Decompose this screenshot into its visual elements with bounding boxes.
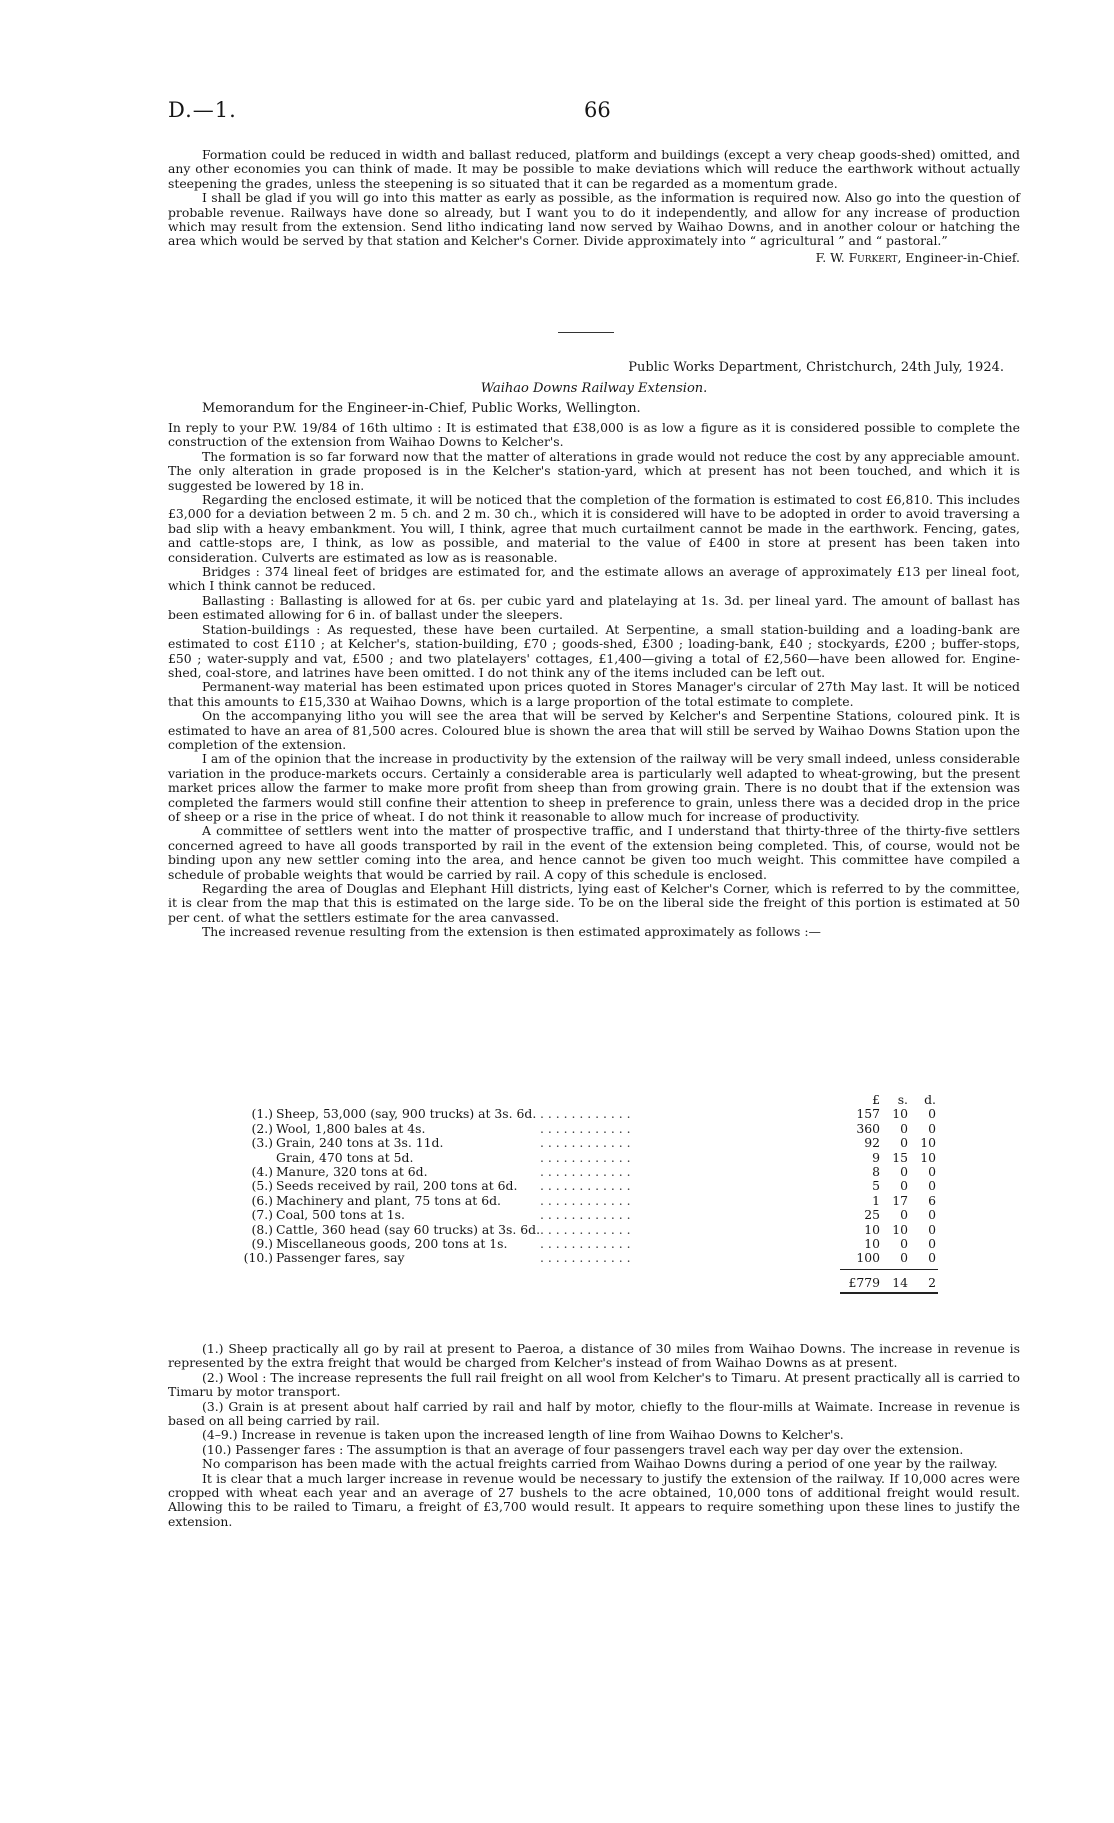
note-paragraph: (4–9.) Increase in revenue is taken upon the increased length of line from Waihao Downs to Kelcher's. (202, 1427, 844, 1443)
document-reference: D.—1. (168, 98, 237, 122)
note-paragraph: (10.) Passenger fares : The assumption is that an average of four passengers travel each way per day over the extension. (202, 1441, 964, 1457)
total-double-rule (840, 1292, 938, 1294)
row-leader-dots: . . . . . . . . . . . . (540, 1120, 631, 1136)
row-pounds: 10 (864, 1221, 880, 1237)
row-number: (5.) (251, 1178, 273, 1194)
row-description: Sheep, 53,000 (say, 900 trucks) at 3s. 6d. (276, 1106, 537, 1122)
row-shillings: 0 (900, 1163, 908, 1179)
revenue-table (240, 1092, 960, 1295)
memo-paragraph: Regarding the enclosed estimate, it will be noticed that the completion of the formation is estimated to cost £6,810. This includes £3,000 for a deviation between 2 m. 5 ch. and 2 m. 30 ch., which it is considered will have to be adopted in order to avoid traversing a bad slip with a heavy embankment. You will, I think, agree that much curtailment cannot be made in the earthwork. Fencing, gates, and cattle-stops are, I think, as low as possible, and material to the value of £400 in store at present has been taken into consideration. Culverts are estimated as low as is reasonable. (168, 492, 1020, 565)
row-number: (9.) (251, 1235, 273, 1251)
memo-paragraph: Ballasting : Ballasting is allowed for at 6s. per cubic yard and platelaying at 1s. 3d. per lineal yard. The amount of ballast has been estimated allowing for 6 in. of ballast under the sleepers. (168, 592, 1020, 623)
row-description: Manure, 320 tons at 6d. (276, 1163, 428, 1179)
letter-paragraph: Formation could be reduced in width and ballast reduced, platform and buildings (except a very cheap goods-shed) omitted, and any other economies you can think of made. It may be possible to make deviations which will reduce the earthwork without actually steepening the grades, unless the steepening is so situated that it can be regarded as a momentum grade. (168, 147, 1020, 191)
note-paragraph: No comparison has been made with the actual freights carried from Waihao Downs during a period of one year by the railway. (202, 1456, 998, 1472)
row-leader-dots: . . . . . . . . . . . . (540, 1207, 631, 1223)
memo-body (168, 421, 1020, 940)
memo-addressee: Memorandum for the Engineer-in-Chief, Public Works, Wellington. (202, 401, 641, 416)
total-rule (840, 1269, 938, 1270)
total-pence: 2 (928, 1274, 936, 1290)
table-row (240, 1250, 960, 1264)
table-notes (168, 1342, 1020, 1529)
memo-paragraph: Regarding the area of Douglas and Elephant Hill districts, lying east of Kelcher's Corner, which is referred to by the committee, it is clear from the map that this is estimated on the large side. To be on the liberal side the freight of this portion is estimated at 50 per cent. of what the settlers estimate for the area canvassed. (168, 881, 1020, 925)
table-total-row (240, 1275, 960, 1289)
row-pounds: 5 (872, 1178, 880, 1194)
page-number: 66 (584, 98, 611, 122)
table-row (240, 1222, 960, 1236)
table-row (240, 1193, 960, 1207)
row-pence: 0 (928, 1163, 936, 1179)
row-number: (3.) (251, 1135, 273, 1151)
row-pounds: 25 (864, 1207, 880, 1223)
memo-paragraph: Bridges : 374 lineal feet of bridges are estimated for, and the estimate allows an average of approximately £13 per lineal foot, which I think cannot be reduced. (168, 564, 1020, 594)
row-leader-dots: . . . . . . . . . . . . (540, 1163, 631, 1179)
row-pounds: 100 (856, 1250, 880, 1266)
memo-paragraph: In reply to your P.W. 19/84 of 16th ultimo : It is estimated that £38,000 is as low a figure as it is considered possible to complete the construction of the extension from Waihao Downs to Kelcher's. (168, 420, 1020, 450)
table-header-row (240, 1092, 960, 1106)
pence-header: d. (924, 1092, 936, 1107)
row-shillings: 10 (892, 1106, 908, 1122)
memo-paragraph: The formation is so far forward now that the matter of alterations in grade would not reduce the cost by any appreciable amount. The only alteration in grade proposed is in the Kelcher's station-yard, which at present has not been touched, and which it is suggested be lowered by 18 in. (168, 448, 1020, 493)
row-pence: 0 (928, 1250, 936, 1266)
memo-paragraph: I am of the opinion that the increase in productivity by the extension of the railway will be very small indeed, unless considerable variation in the produce-markets occurs. Certainly a considerable area is particularly well adapted to wheat-growing, but the present market prices allow the farmer to make more profit from sheep than from growing grain. There is no doubt that if the extension was completed the farmers would still confine their attention to sheep in preference to grain, unless there was a decided drop in the price of sheep or a rise in the price of wheat. I do not think it reasonable to allow much for increase of productivity. (168, 751, 1020, 824)
row-pence: 0 (928, 1106, 936, 1122)
row-leader-dots: . . . . . . . . . . . . (540, 1192, 631, 1208)
row-description: Wool, 1,800 bales at 4s. (276, 1120, 426, 1136)
table-row (240, 1236, 960, 1250)
row-leader-dots: . . . . . . . . . . . . (540, 1221, 631, 1237)
note-paragraph: (1.) Sheep practically all go by rail at present to Paeroa, a distance of 30 miles from Waihao Downs. The increase in revenue is represented by the extra freight that would be charged from Kelcher's instead of from Waihao Downs as at present. (168, 1341, 1020, 1371)
row-description: Cattle, 360 head (say 60 trucks) at 3s. 6d. (276, 1221, 541, 1237)
row-shillings: 0 (900, 1207, 908, 1223)
row-pounds: 8 (872, 1163, 880, 1179)
row-number: (2.) (251, 1120, 273, 1136)
row-pounds: 360 (856, 1120, 880, 1136)
note-paragraph: (3.) Grain is at present about half carried by rail and half by motor, chiefly to the flour-mills at Waimate. Increase in revenue is based on all being carried by rail. (168, 1398, 1020, 1429)
row-leader-dots: . . . . . . . . . . . . (540, 1178, 631, 1194)
note-paragraph: (2.) Wool : The increase represents the full rail freight on all wool from Kelcher's to Timaru. At present practically all is carried to Timaru by motor transport. (168, 1369, 1020, 1400)
row-pounds: 157 (856, 1106, 880, 1122)
signature (168, 251, 1020, 265)
table-row (240, 1164, 960, 1178)
memo-paragraph: Station-buildings : As requested, these have been curtailed. At Serpentine, a small station-building and a loading-bank are estimated to cost £110 ; at Kelcher's, station-building, £70 ; goods-shed, £300 ; loading-bank, £40 ; stockyards, £200 ; buffer-stops, £50 ; water-supply and vat, £500 ; and two platelayers' cottages, £1,400—giving a total of £2,560—have been allowed for. Engine-shed, coal-store, and latrines have been omitted. I do not think any of the items included can be left out. (168, 621, 1020, 680)
row-description: Machinery and plant, 75 tons at 6d. (276, 1192, 501, 1208)
row-shillings: 10 (892, 1221, 908, 1237)
section-divider (558, 332, 614, 333)
row-shillings: 0 (900, 1178, 908, 1194)
row-pence: 10 (920, 1135, 936, 1151)
table-row (240, 1207, 960, 1221)
row-shillings: 0 (900, 1120, 908, 1136)
row-pence: 0 (928, 1235, 936, 1251)
memo-subject: Waihao Downs Railway Extension. (480, 381, 708, 396)
row-description: Grain, 240 tons at 3s. 11d. (276, 1135, 444, 1151)
letter-paragraph: I shall be glad if you will go into this matter as early as possible, as the information is required now. Also go into the question of probable revenue. Railways have done so already, but I want you to do it independently, and allow for any increase of production which may result from the extension. Send litho indicating land now served by Waihao Downs, and in another colour or hatching the area which would be served by that station and Kelcher's Corner. Divide approximately into “ agricultural ” and “ pastoral.” (168, 190, 1020, 249)
memo-paragraph: On the accompanying litho you will see the area that will be served by Kelcher's and Serpentine Stations, coloured pink. It is estimated to have an area of 81,500 acres. Coloured blue is shown the area that will still be served by Waihao Downs Station upon the completion of the extension. (168, 708, 1020, 752)
row-pounds: 10 (864, 1235, 880, 1251)
pounds-header: £ (872, 1092, 880, 1107)
row-number: (7.) (251, 1207, 273, 1223)
signature-title: Engineer-in-Chief. (905, 249, 1020, 265)
memo-paragraph: Permanent-way material has been estimated upon prices quoted in Stores Manager's circular of 27th May last. It will be noticed that this amounts to £15,330 at Waihao Downs, which is a large proportion of the total estimate to complete. (168, 679, 1020, 709)
row-pence: 0 (928, 1178, 936, 1194)
memo-paragraph: The increased revenue resulting from the extension is then estimated approximately as follows :— (202, 924, 821, 940)
row-number: (8.) (251, 1221, 273, 1237)
row-pence: 0 (928, 1120, 936, 1136)
row-pounds: 1 (872, 1192, 880, 1208)
row-pence: 10 (920, 1149, 936, 1165)
memo-dateline: Public Works Department, Christchurch, 24th July, 1924. (628, 360, 1004, 375)
letter-end (168, 148, 1020, 265)
row-shillings: 0 (900, 1250, 908, 1266)
row-leader-dots: . . . . . . . . . . . . (540, 1250, 631, 1266)
row-description: Coal, 500 tons at 1s. (276, 1207, 405, 1223)
row-pence: 0 (928, 1207, 936, 1223)
note-paragraph: It is clear that a much larger increase in revenue would be necessary to justify the extension of the railway. If 10,000 acres were cropped with wheat each year and an average of 27 bushels to the acre obtained, 10,000 tons of additional freight would result. Allowing this to be railed to Timaru, a freight of £3,700 would result. It appears to require something upon these lines to justify the extension. (168, 1470, 1020, 1529)
row-pounds: 92 (864, 1135, 880, 1151)
shillings-header: s. (897, 1092, 908, 1107)
row-number: (6.) (251, 1192, 273, 1208)
row-description: Miscellaneous goods, 200 tons at 1s. (276, 1235, 508, 1251)
row-leader-dots: . . . . . . . . . . . . (540, 1235, 631, 1251)
row-leader-dots: . . . . . . . . . . . . (540, 1135, 631, 1151)
table-row (240, 1121, 960, 1135)
memo-paragraph: A committee of settlers went into the matter of prospective traffic, and I understand that thirty-three of the thirty-five settlers concerned agreed to have all goods transported by rail in the event of the extension being completed. This, of course, would not be binding upon any new settler coming into the area, and hence cannot be given too much weight. This committee have compiled a schedule of probable weights that would be carried by rail. A copy of this schedule is enclosed. (168, 823, 1020, 882)
row-description: Grain, 470 tons at 5d. (276, 1149, 414, 1165)
table-row (240, 1150, 960, 1164)
total-shillings: 14 (892, 1274, 908, 1290)
row-shillings: 17 (892, 1192, 908, 1208)
row-description: Seeds received by rail, 200 tons at 6d. (276, 1178, 518, 1194)
row-leader-dots: . . . . . . . . . . . . (540, 1106, 631, 1122)
table-row (240, 1106, 960, 1120)
row-number: (4.) (251, 1163, 273, 1179)
row-description: Passenger fares, say (276, 1250, 405, 1266)
row-pence: 0 (928, 1221, 936, 1237)
row-leader-dots: . . . . . . . . . . . . (540, 1149, 631, 1165)
row-pence: 6 (928, 1192, 936, 1208)
row-number: (1.) (251, 1106, 273, 1122)
table-row (240, 1135, 960, 1149)
row-number: (10.) (243, 1250, 273, 1266)
row-pounds: 9 (872, 1149, 880, 1165)
signature-name: F. W. Furkert, (815, 249, 902, 265)
row-shillings: 0 (900, 1235, 908, 1251)
total-pounds: £779 (848, 1274, 880, 1290)
row-shillings: 15 (892, 1149, 908, 1165)
row-shillings: 0 (900, 1135, 908, 1151)
table-row (240, 1178, 960, 1192)
